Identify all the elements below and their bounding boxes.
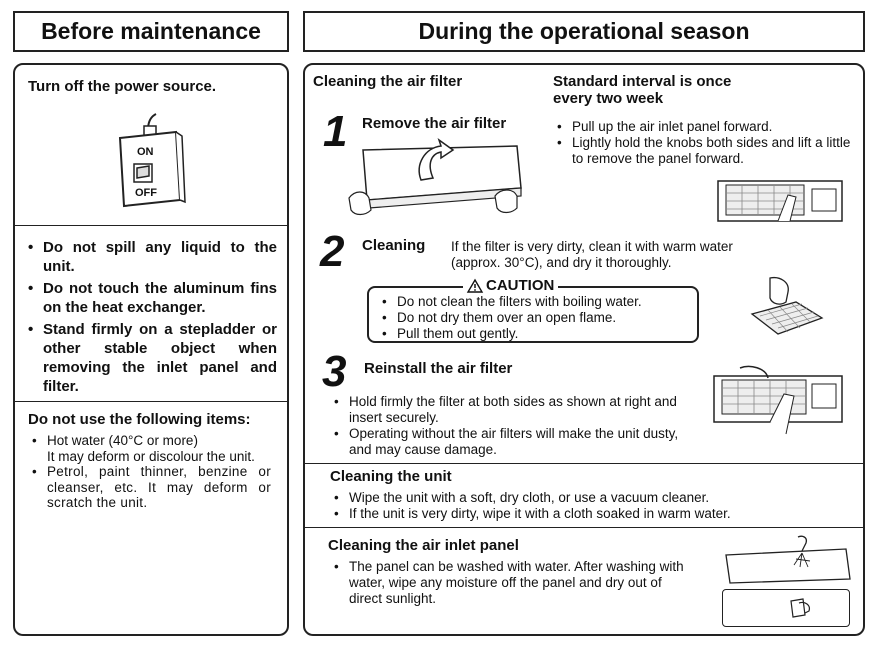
step-1-bullet: • Pull up the air inlet panel forward.: [555, 119, 855, 135]
caution-list: [380, 294, 690, 342]
step-3-bullet: • Operating without the air filters will make the unit dusty, and may cause damage.: [332, 426, 702, 458]
warning-item: • Stand firmly on a stepladder or other stable object when removing the inlet panel and filter.: [26, 320, 277, 396]
warning-triangle-icon: [467, 279, 483, 293]
washed-filter-illustration: [750, 276, 826, 338]
caution-item: • Pull them out gently.: [380, 326, 690, 342]
panel-washing-illustration: [722, 535, 854, 585]
right-divider-2: [304, 527, 864, 528]
header-operational-season: [303, 11, 865, 52]
panel-drying-illustration: [722, 589, 850, 627]
caution-title: CAUTION: [486, 277, 555, 294]
switch-off-label: OFF: [135, 187, 157, 199]
power-title: Turn off the power source.: [28, 78, 217, 95]
step-2-text: If the filter is very dirty, clean it with warm water (approx. 30°C), and dry it thoroughly.: [451, 239, 733, 270]
inlet-bullets: [332, 559, 692, 607]
cloth-hand-icon: [789, 597, 813, 619]
unit-bullet: • If the unit is very dirty, wipe it with a cloth soaked in warm water.: [332, 506, 852, 522]
step-1-title: Remove the air filter: [362, 115, 507, 132]
header-left-title: Before maintenance: [41, 18, 261, 44]
left-divider-1: [14, 225, 288, 226]
switch-on-label: ON: [137, 146, 154, 158]
warning-item: • Do not touch the aluminum fins on the heat exchanger.: [26, 279, 277, 317]
left-divider-2: [14, 401, 288, 402]
caution-item: • Do not clean the filters with boiling water.: [380, 294, 690, 310]
step-1-bullets: [555, 119, 855, 167]
unit-bullets: [332, 490, 852, 522]
step-3-number: 3: [322, 347, 347, 396]
donot-item: [30, 433, 271, 464]
donot-item-sub: It may deform or discolour the unit.: [47, 448, 255, 464]
right-divider-1: [304, 463, 864, 464]
donot-item-text: • Hot water (40°C or more): [47, 433, 198, 448]
step-2-title: Cleaning: [362, 237, 426, 254]
filter-section-title: Cleaning the air filter: [313, 73, 463, 90]
interval-line-2: every two week: [553, 90, 664, 107]
left-warnings-list: [26, 238, 277, 399]
warning-item: • Do not spill any liquid to the unit.: [26, 238, 277, 276]
header-before-maintenance: [13, 11, 289, 52]
step-3-bullet: • Hold firmly the filter at both sides as shown at right and insert securely.: [332, 394, 702, 426]
remove-filter-illustration: [345, 138, 525, 223]
step-3-bullets: [332, 394, 702, 458]
unit-section-title: Cleaning the unit: [330, 468, 452, 485]
header-right-title: During the operational season: [418, 18, 750, 44]
step-1-bullet: • Lightly hold the knobs both sides and lift a little to remove the panel forward.: [555, 135, 855, 167]
caution-item: • Do not dry them over an open flame.: [380, 310, 690, 326]
caution-heading: [463, 277, 558, 294]
donot-title: Do not use the following items:: [28, 411, 251, 428]
inlet-section-title: Cleaning the air inlet panel: [328, 537, 519, 554]
donot-item-text: • Petrol, paint thinner, benzine or cleanser, etc. It may deform or scratch the unit.: [47, 464, 271, 510]
step-1-number: 1: [323, 107, 348, 156]
step-2-number: 2: [320, 227, 345, 276]
donot-item: [30, 464, 271, 511]
interval-note: [553, 73, 731, 107]
donot-list: [30, 433, 271, 511]
open-panel-illustration: [716, 175, 844, 227]
unit-bullet: • Wipe the unit with a soft, dry cloth, or use a vacuum cleaner.: [332, 490, 852, 506]
step-3-title: Reinstall the air filter: [364, 360, 513, 377]
inlet-bullet: • The panel can be washed with water. After washing with water, wipe any moisture off the panel and dry out of direct sunlight.: [332, 559, 692, 607]
interval-line-1: Standard interval is once: [553, 73, 732, 90]
reinstall-filter-illustration: [710, 364, 846, 436]
